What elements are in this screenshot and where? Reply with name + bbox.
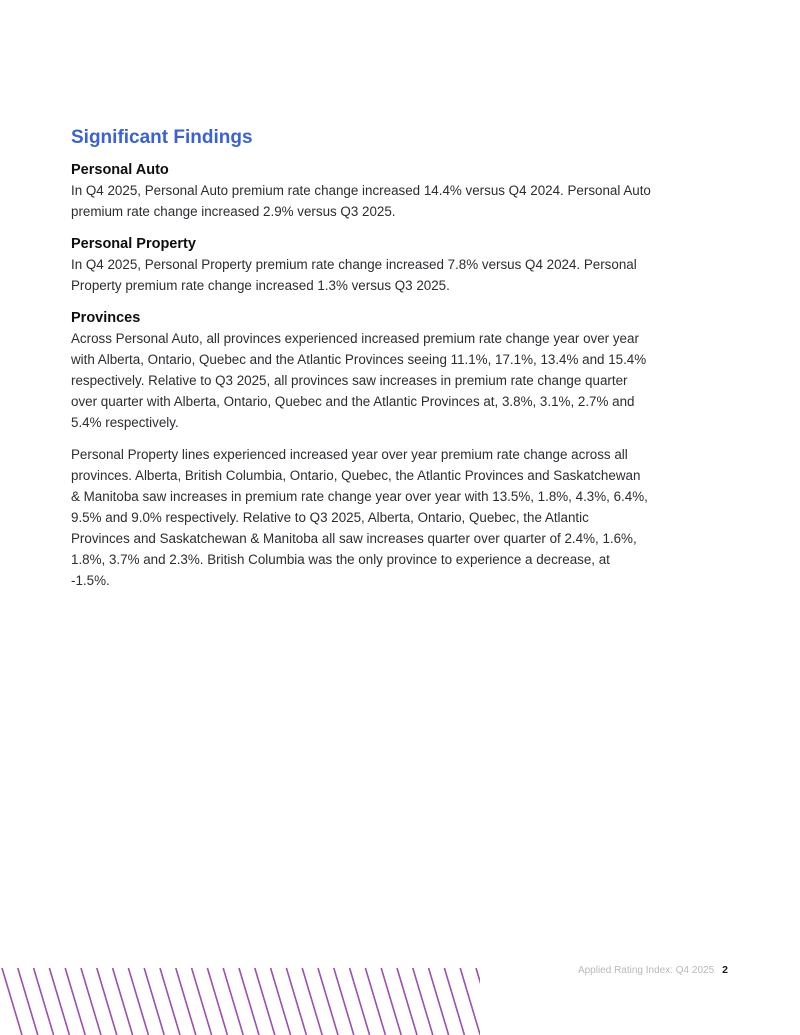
stripe-line	[113, 968, 133, 1035]
stripe-line	[97, 968, 117, 1035]
paragraph: In Q4 2025, Personal Auto premium rate change increased 14.4% versus Q4 2024. Personal Auto premium rate change increased 2.9% versus Q3 2025.	[71, 183, 651, 219]
stripe-line	[429, 968, 449, 1035]
decorative-stripes	[0, 968, 480, 1035]
paragraph: Across Personal Auto, all provinces experienced increased premium rate change year over year with Alberta, Ontario, Quebec and the Atlantic Provinces seeing 11.1%, 17.1%, 13.4% and 15.4% respectively. Relative to Q3 2025, all provinces saw increases in premium rate change quarter over quarter with Alberta, Ontario, Quebec and the Atlantic Provinces at, 3.8%, 3.1%, 2.7% and 5.4% respectively.	[71, 331, 647, 430]
section-provinces	[71, 308, 651, 591]
stripe-line	[34, 968, 54, 1035]
stripe-line	[192, 968, 212, 1035]
stripe-line	[302, 968, 322, 1035]
stripe-line	[49, 968, 69, 1035]
page-title: Significant Findings	[71, 127, 253, 148]
stripe-line	[381, 968, 401, 1035]
stripe-line	[413, 968, 433, 1035]
stripe-line	[65, 968, 85, 1035]
stripe-line	[444, 968, 464, 1035]
section-personal-property	[71, 234, 651, 296]
stripe-line	[239, 968, 259, 1035]
section-heading: Personal Auto	[71, 162, 169, 178]
stripe-line	[81, 968, 101, 1035]
stripe-line	[128, 968, 148, 1035]
page-number: 2	[722, 964, 728, 976]
stripe-line	[397, 968, 417, 1035]
section-personal-auto	[71, 160, 651, 222]
stripe-line	[460, 968, 480, 1035]
paragraph: In Q4 2025, Personal Property premium rate change increased 7.8% versus Q4 2024. Personal Property premium rate change increased 1.3% versus Q3 2025.	[71, 257, 637, 293]
section-heading: Provinces	[71, 310, 141, 326]
stripe-line	[255, 968, 275, 1035]
stripe-line	[144, 968, 164, 1035]
stripe-line	[18, 968, 38, 1035]
paragraph: Personal Property lines experienced increased year over year premium rate change across all provinces. Alberta, British Columbia, Ontario, Quebec, the Atlantic Provinces and Saskatchewan & Manitoba saw increases in premium rate change year over year with 13.5%, 1.8%, 4.3%, 6.4%, 9.5% and 9.0% respectively. Relative to Q3 2025, Alberta, Ontario, Quebec, the Atlantic Provinces and Saskatchewan & Manitoba all saw increases quarter over quarter of 2.4%, 1.6%, 1.8%, 3.7% and 2.3%. British Columbia was the only province to experience a decrease, at -1.5%.	[71, 447, 648, 588]
stripe-line	[271, 968, 291, 1035]
stripe-line	[286, 968, 306, 1035]
stripe-line	[207, 968, 227, 1035]
stripe-line	[2, 968, 22, 1035]
page-footer	[578, 964, 728, 976]
section-heading: Personal Property	[71, 236, 196, 252]
stripe-line	[350, 968, 370, 1035]
main-content	[71, 124, 651, 603]
stripe-line	[334, 968, 354, 1035]
stripe-line	[365, 968, 385, 1035]
stripe-line	[223, 968, 243, 1035]
stripe-line	[318, 968, 338, 1035]
stripe-line	[160, 968, 180, 1035]
stripe-line	[176, 968, 196, 1035]
footer-label: Applied Rating Index: Q4 2025	[577, 964, 715, 976]
